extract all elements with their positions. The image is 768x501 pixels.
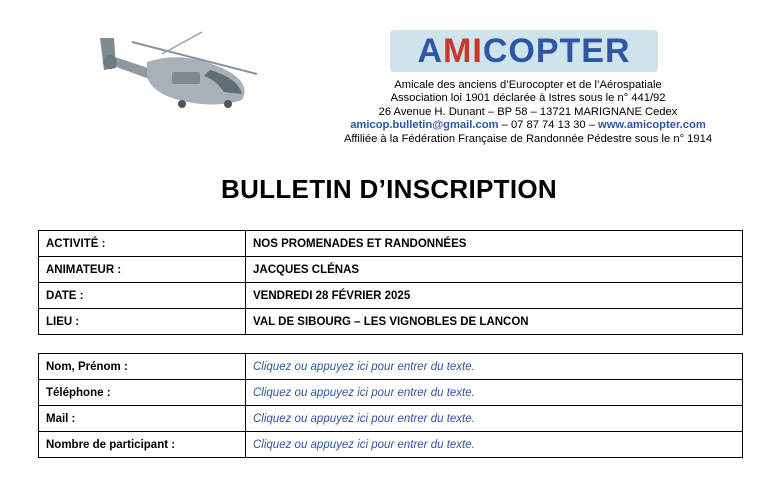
phone-number: – 07 87 74 13 30 – bbox=[498, 119, 599, 132]
activity-label: ACTIVITÉ : bbox=[39, 231, 246, 257]
federation-line: Affiliée à la Fédération Française de Randonnée Pédestre sous le n° 1914 bbox=[343, 132, 713, 145]
mail-label: Mail : bbox=[39, 406, 246, 432]
logo-text: AMICOPTER bbox=[417, 32, 631, 70]
mail-field[interactable]: Cliquez ou appuyez ici pour entrer du texte. bbox=[246, 406, 743, 432]
association-address: 26 Avenue H. Dunant – BP 58 – 13721 MARIGNANE Cedex bbox=[378, 105, 678, 118]
association-info bbox=[300, 79, 756, 146]
name-field[interactable]: Cliquez ou appuyez ici pour entrer du texte. bbox=[246, 354, 743, 380]
table-row bbox=[39, 354, 743, 380]
registration-form bbox=[38, 353, 743, 458]
website-link[interactable]: www.amicopter.com bbox=[598, 119, 706, 132]
activity-table bbox=[38, 230, 743, 335]
name-label: Nom, Prénom : bbox=[39, 354, 246, 380]
table-row bbox=[39, 380, 743, 406]
table-row bbox=[39, 283, 743, 309]
association-line: Amicale des anciens d’Eurocopter et de l’Aérospatiale bbox=[394, 79, 662, 91]
amicopter-logo bbox=[390, 30, 658, 72]
leader-value: JACQUES CLÉNAS bbox=[246, 257, 743, 283]
contact-line bbox=[300, 119, 756, 132]
table-row bbox=[39, 432, 743, 458]
page-title: BULLETIN D’INSCRIPTION bbox=[221, 174, 557, 204]
helicopter-icon bbox=[92, 24, 262, 116]
table-row bbox=[39, 406, 743, 432]
phone-label: Téléphone : bbox=[39, 380, 246, 406]
date-label: DATE : bbox=[39, 283, 246, 309]
participants-label: Nombre de participant : bbox=[39, 432, 246, 458]
table-row bbox=[39, 257, 743, 283]
place-label: LIEU : bbox=[39, 309, 246, 335]
table-row bbox=[39, 231, 743, 257]
association-line: Association loi 1901 déclarée à Istres sous le n° 441/92 bbox=[390, 92, 666, 105]
date-value: VENDREDI 28 FÉVRIER 2025 bbox=[246, 283, 743, 309]
email-link[interactable]: amicop.bulletin@gmail.com bbox=[350, 119, 499, 132]
activity-value: NOS PROMENADES ET RANDONNÉES bbox=[246, 231, 743, 257]
place-value: VAL DE SIBOURG – LES VIGNOBLES DE LANCON bbox=[246, 309, 743, 335]
participants-field[interactable]: Cliquez ou appuyez ici pour entrer du texte. bbox=[246, 432, 743, 458]
leader-label: ANIMATEUR : bbox=[39, 257, 246, 283]
phone-field[interactable]: Cliquez ou appuyez ici pour entrer du texte. bbox=[246, 380, 743, 406]
table-row bbox=[39, 309, 743, 335]
